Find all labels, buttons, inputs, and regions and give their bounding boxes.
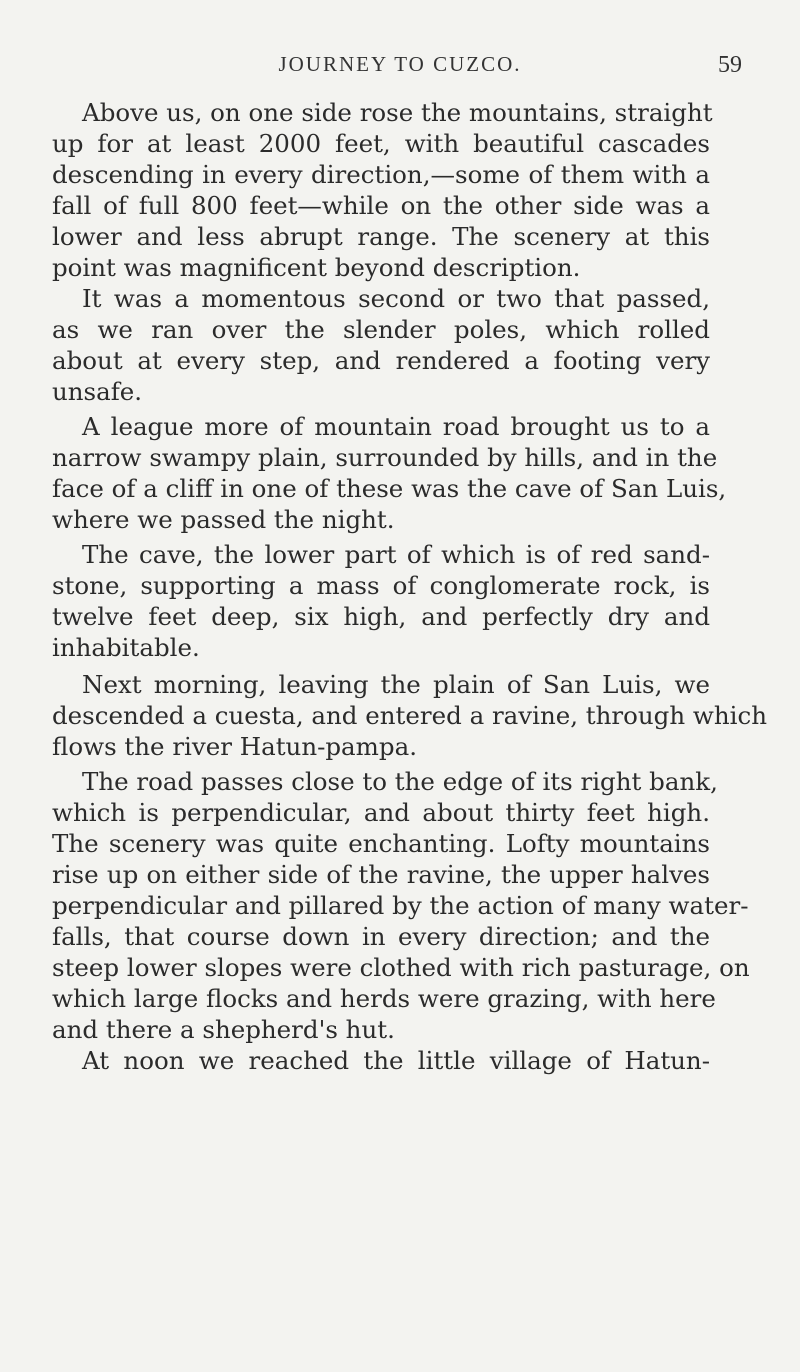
text-line: inhabitable.: [52, 633, 200, 662]
text-line: narrow swampy plain, surrounded by hills, and in the: [52, 443, 718, 472]
paragraph-3: [52, 411, 727, 535]
text-line: descended a cuesta, and entered a ravine, through which: [52, 701, 768, 730]
text-line: which large flocks and herds were grazing, with here: [52, 984, 716, 1013]
text-line: where we passed the night.: [52, 505, 395, 534]
paragraph-6: [52, 766, 750, 1045]
text-line: falls, that course down in every direction; and the: [52, 922, 710, 951]
text-line: about at every step, and rendered a footing very: [52, 346, 710, 375]
page-number: 59: [718, 52, 742, 78]
text-line: The scenery was quite enchanting. Lofty mountains: [52, 829, 710, 858]
text-line: unsafe.: [52, 377, 143, 406]
text-line: descending in every direction,—some of them with a: [52, 160, 710, 189]
text-line: The cave, the lower part of which is of red sand-: [82, 540, 710, 569]
text-line: A league more of mountain road brought us to a: [82, 412, 710, 441]
text-line: twelve feet deep, six high, and perfectly dry and: [52, 602, 710, 631]
text-line: and there a shepherd's hut.: [52, 1015, 395, 1044]
text-line: Next morning, leaving the plain of San Luis, we: [82, 670, 710, 699]
paragraph-2: [52, 283, 710, 407]
text-line: The road passes close to the edge of its right bank,: [82, 767, 718, 796]
text-line: It was a momentous second or two that passed,: [82, 284, 710, 313]
body-text: [52, 97, 768, 1076]
text-line: point was magnificent beyond description.: [52, 253, 581, 282]
text-line: At noon we reached the little village of Hatun-: [82, 1046, 710, 1075]
text-line: fall of full 800 feet—while on the other side was a: [52, 191, 710, 220]
paragraph-1: [52, 97, 713, 283]
text-line: rise up on either side of the ravine, the upper halves: [52, 860, 710, 889]
text-line: steep lower slopes were clothed with rich pasturage, on: [52, 953, 750, 982]
text-line: perpendicular and pillared by the action of many water-: [52, 891, 749, 920]
text-line: stone, supporting a mass of conglomerate rock, is: [52, 571, 710, 600]
text-line: face of a cliff in one of these was the cave of San Luis,: [52, 474, 727, 503]
page-header: [0, 52, 800, 82]
text-line: Above us, on one side rose the mountains, straight: [82, 98, 713, 127]
paragraph-4: [52, 539, 710, 663]
text-line: up for at least 2000 feet, with beautiful cascades: [52, 129, 710, 158]
paragraph-7: [52, 1045, 710, 1076]
text-line: lower and less abrupt range. The scenery at this: [52, 222, 710, 251]
running-head: JOURNEY TO CUZCO.: [278, 52, 522, 76]
text-line: flows the river Hatun-pampa.: [52, 732, 417, 761]
paragraph-5: [52, 669, 768, 762]
text-line: which is perpendicular, and about thirty feet high.: [52, 798, 710, 827]
text-line: as we ran over the slender poles, which rolled: [52, 315, 710, 344]
